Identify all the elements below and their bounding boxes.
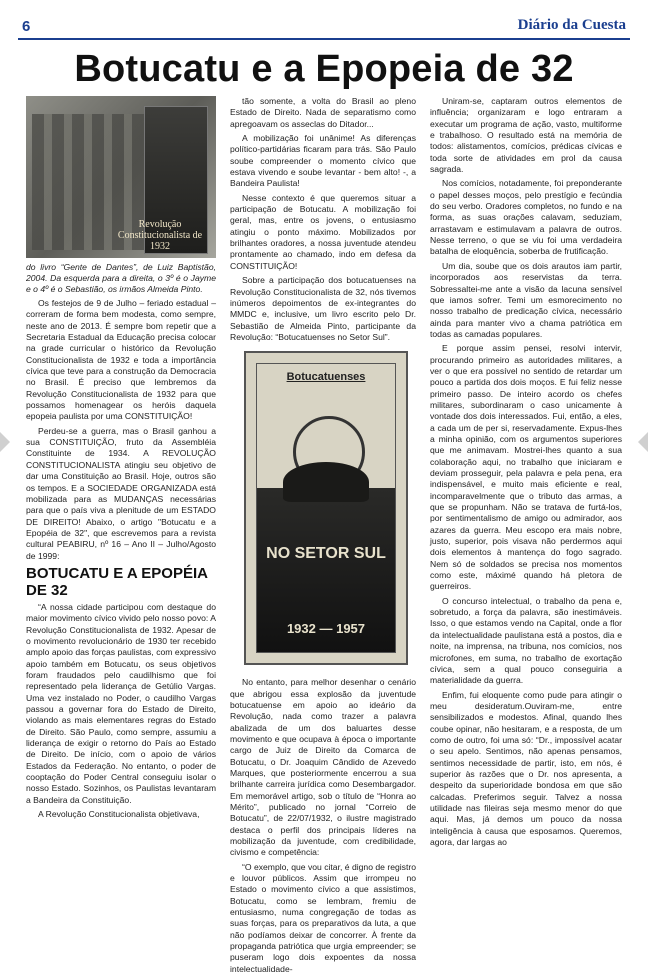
header-rule	[18, 38, 630, 40]
article-headline: Botucatu e a Epopeia de 32	[74, 48, 574, 90]
historical-photo	[26, 96, 216, 258]
book-poster	[244, 351, 408, 665]
poster-label: Botucatuenses	[286, 371, 366, 384]
helmet-icon	[283, 462, 369, 502]
paragraph: Enfim, fui eloquente como pude para atingir o meu desideratum.Ouviram-me, entre sensibilizados e modestos. Afinal, quando lhes coube opinar, não hesitaram, e a resposta, de um como de outro, foi uma só: “Dr., impossível acatar o seu apelo. Sentimos, não apenas pensamos, sentimos necessidade de partir, isto, em nós, é superior às razões que o Dr. nos apresenta, a despeito da superioridade bondosa em que são calcadas. Preferimos seguir. Talvez a nossa utilidade nas fileiras seja mesmo menor do que aqui. Mas, já demos um pouco da nossa inteligência à causa que esposamos. Queremos, agora, dar largas ao	[430, 689, 622, 847]
poster-title: NO SETOR SUL	[266, 545, 386, 563]
paragraph: Nesse contexto é que queremos situar a participação de Botucatu. A mobilização foi geral, mas, entre os jovens, o entusiasmo atingiu o ponto máximo. Mobilizados por brilhantes oradores, a nossa juventude atendeu prontamente ao chamado, indo em defesa da CONSTITUIÇÃO!	[230, 192, 416, 271]
paragraph: “O exemplo, que vou citar, é digno de registro e louvor públicos. Assim que irrompeu no Estado o movimento cívico a que assistimos, Botucatu, como se lembram, fremiu de entusiasmo, numa congregação de todas as suas forças, para os preparativos da luta, a que não podíamos deixar de concorrer. À frente da propaganda patriótica que urgia empreender; se puseram logo dois expoentes da nossa intelectualidade-	[230, 861, 416, 974]
article-column-3	[430, 96, 622, 851]
page-number: 6	[22, 18, 31, 35]
page-header	[0, 14, 648, 40]
paragraph: Nos comícios, notadamente, foi preponderante o papel desses moços, pelo prestígio e fecúndia do seu verbo. Oradores completos, no fundo e na forma, as suas orações calavam, seduziam, arrastavam e estimulavam a palavra de outros. Nesse terreno, o que se viu foi uma verdadeira batalha de eloquência, soberba de frutificação.	[430, 178, 622, 257]
poster-frame	[256, 363, 396, 653]
paragraph: “A nossa cidade participou com destaque do maior movimento cívico vivido pelo nosso povo: A Revolução Constitucionalista de 1932. Apesar de o movimento revolucionário de 1930 ter recebido amplo apoio das forças paulistas, com expressivo apoio também em Botucatu, os seus objetivos foram fraudados pelo caudilhismo que foi representado pela liderança de Getúlio Vargas. Uma vez instalado no Poder, o caudilho Vargas passou a governar fora do Estado de Direito, violando as mais elementares regras do Estado de Direito. São Paulo, como sempre, assumiu a liderança de exigir o retorno do País ao Estado de Direito. De início, com o apoio de vários Estados da Federação. No entanto, o poder de cooptação do Poder Central conseguiu isolar o nosso Estado. Sozinhos, os Paulistas levantaram a Bandeira da Constituição.	[26, 601, 216, 805]
paragraph: Os festejos de 9 de Julho – feriado estadual – correram de forma bem modesta, como sempre, neste ano de 2013. É sempre bom repetir que a Secretaria Estadual da Educação precisa colocar na grade curricular o histórico da Revolução Constitucionalista de 1932 e toda a importância cívica que teve para a construção da Democracia no Brasil. É preciso que lembremos da Revolução Constitucionalista de 1932 para que possamos homenagear os heróis daquela epopeia paulista por uma CONSTITUIÇÃO!	[26, 298, 216, 422]
next-page-arrow-icon[interactable]	[638, 432, 648, 452]
paragraph: Uniram-se, captaram outros elementos de influência; organizaram e logo entraram a executar um programa de ação, vasto, multiforme e trabalhoso. O resultado está na memória de todos: alistamentos, comícios, prédicas cívicas e toda sorte de atividades em prol da causa sagrada.	[430, 96, 622, 175]
paragraph: Sobre a participação dos botucatuenses na Revolução Constitucionalista de 32, nós tivemos inúmeros depoimentos de ex-integrantes do MMDC e, inclusive, um livro escrito pelo Dr. Sebastião de Almeida Pinto, participante da Revolução: “Botucatuenses no Setor Sul”.	[230, 275, 416, 342]
paragraph: O concurso intelectual, o trabalho da pena e, sobretudo, a força da palavra, são inestimáveis. Isso, o que estamos vendo na Capital, onde a flor da intelectualidade paulistana está a postos, dia e noite, na imprensa, na tribuna, nos comícios, nos microfones, em suma, no trabalho de exortação cívica, sem a qual pouco conseguiria a materialidade da guerra.	[430, 595, 622, 686]
paragraph: A Revolução Constitucionalista objetivava,	[38, 809, 200, 820]
paragraph: Perdeu-se a guerra, mas o Brasil ganhou a sua CONSTITUIÇÃO, fruto da Assembléia Constituinte de 1934. A REVOLUÇÃO CONSTITUCIONALISTA atingiu seu objetivo de dar uma Constituição ao Brasil. Hoje, outros são os tempos. E a SOCIEDADE ORGANIZADA está mobilizada para as MUDANÇAS necessárias para que o país viva a plenitude de um ESTADO DE DIREITO! Abaixo, o artigo "Botucatu e a Epopéia de 32", que escrevemos para a revista cultural PEABIRU, nº 16 – Ano II – Julho/Agosto de 1999:	[26, 425, 216, 561]
book-cover-title: Revolução Constitucionalista de 1932	[117, 219, 203, 252]
photo-caption: do livro “Gente de Dantes”, de Luiz Baptistão, 2004. Da esquerda para a direita, o 3º é o Jayme e o 4º é o Sebastião, os irmãos Almeida Pinto.	[26, 262, 216, 294]
poster-dates: 1932 — 1957	[286, 620, 366, 636]
paragraph: No entanto, para melhor desenhar o cenário que abrigou essa explosão da juventude botucatuense em apoio ao ideário da Revolução, nada como trazer a palavra abalizada de um dos baluartes desse movimento e que ocupava à época o importante cargo de Juiz de Direito da Comarca de Botucatu, o Dr. Joaquim Cândido de Azevedo Marques, que posteriormente encerrou a sua brilhante carreira jurídica como Desembargador. Em memorável artigo, sob o título de “Honra ao Mérito”, publicado no jornal “Correio de Botucatu”, de 22/07/1932, o ilustre magistrado destaca o perfil dos principais líderes na mobilização da juventude, com credibilidade, civismo e competência:	[230, 677, 416, 858]
previous-page-arrow-icon[interactable]	[0, 432, 10, 452]
paragraph: A mobilização foi unânime! As diferenças político-partidárias ficaram para trás. São Paulo soube compreender o momento cívico que estava vivendo e soube levantar - bem alto! -, a Bandeira Paulista!	[230, 133, 416, 189]
article-column-2	[230, 96, 416, 978]
paragraph: Um dia, soube que os dois arautos iam partir, incorporados aos reservistas da terra. Sobressaltei-me ante a visão da lacuna sensível que iamos sofrer. Temi um esmorecimento no nosso trabalho de predicação cívica, necessário ainda para manter vivo a chama patriótica em todas as camadas populares.	[430, 260, 622, 339]
section-subhead: BOTUCATU E A EPOPÉIA DE 32	[26, 564, 208, 599]
paragraph: tão somente, a volta do Brasil ao pleno Estado de Direito. Nada de separatismo como apregoavam os asseclas do Ditador...	[230, 96, 416, 129]
article-column-1	[26, 96, 216, 823]
newspaper-name: Diário da Cuesta	[517, 17, 626, 33]
paragraph: E porque assim pensei, resolvi intervir, procurando primeiro as autoridades militares, a ver o que era possível no sentido de retardar um pouco a partida dos dois moços. E fui feliz nesse primeiro passo. De inteiro acordo os chefes militares, subordinaram o caso unicamente à vontade dos dois interessados. Fui, então, a eles, a cada um de per si, reservadamente. Expus-lhes a minha opinião, com os argumentos superiores que me animavam. Mostrei-lhes quanto a sua colaboração aqui, no trabalho que iniciaram e deviam prosseguir, pela palavra e pela pena, era indispensável, e muito mais eficiente e real, incomparavelmente que o tributo das armas, a que se propunham. Não se tratava de furtá-los, por sentimentalismo de amigo ou admirador, aos azares da guerra. Meu escopo era mais nobre, justo, superior, pois visava não perdermos aqui dois elementos à mantença do fogo sagrado. Nem só de soldados se precisa nos momentos como este, máximé quando há pletora de guerreiros.	[430, 343, 622, 592]
